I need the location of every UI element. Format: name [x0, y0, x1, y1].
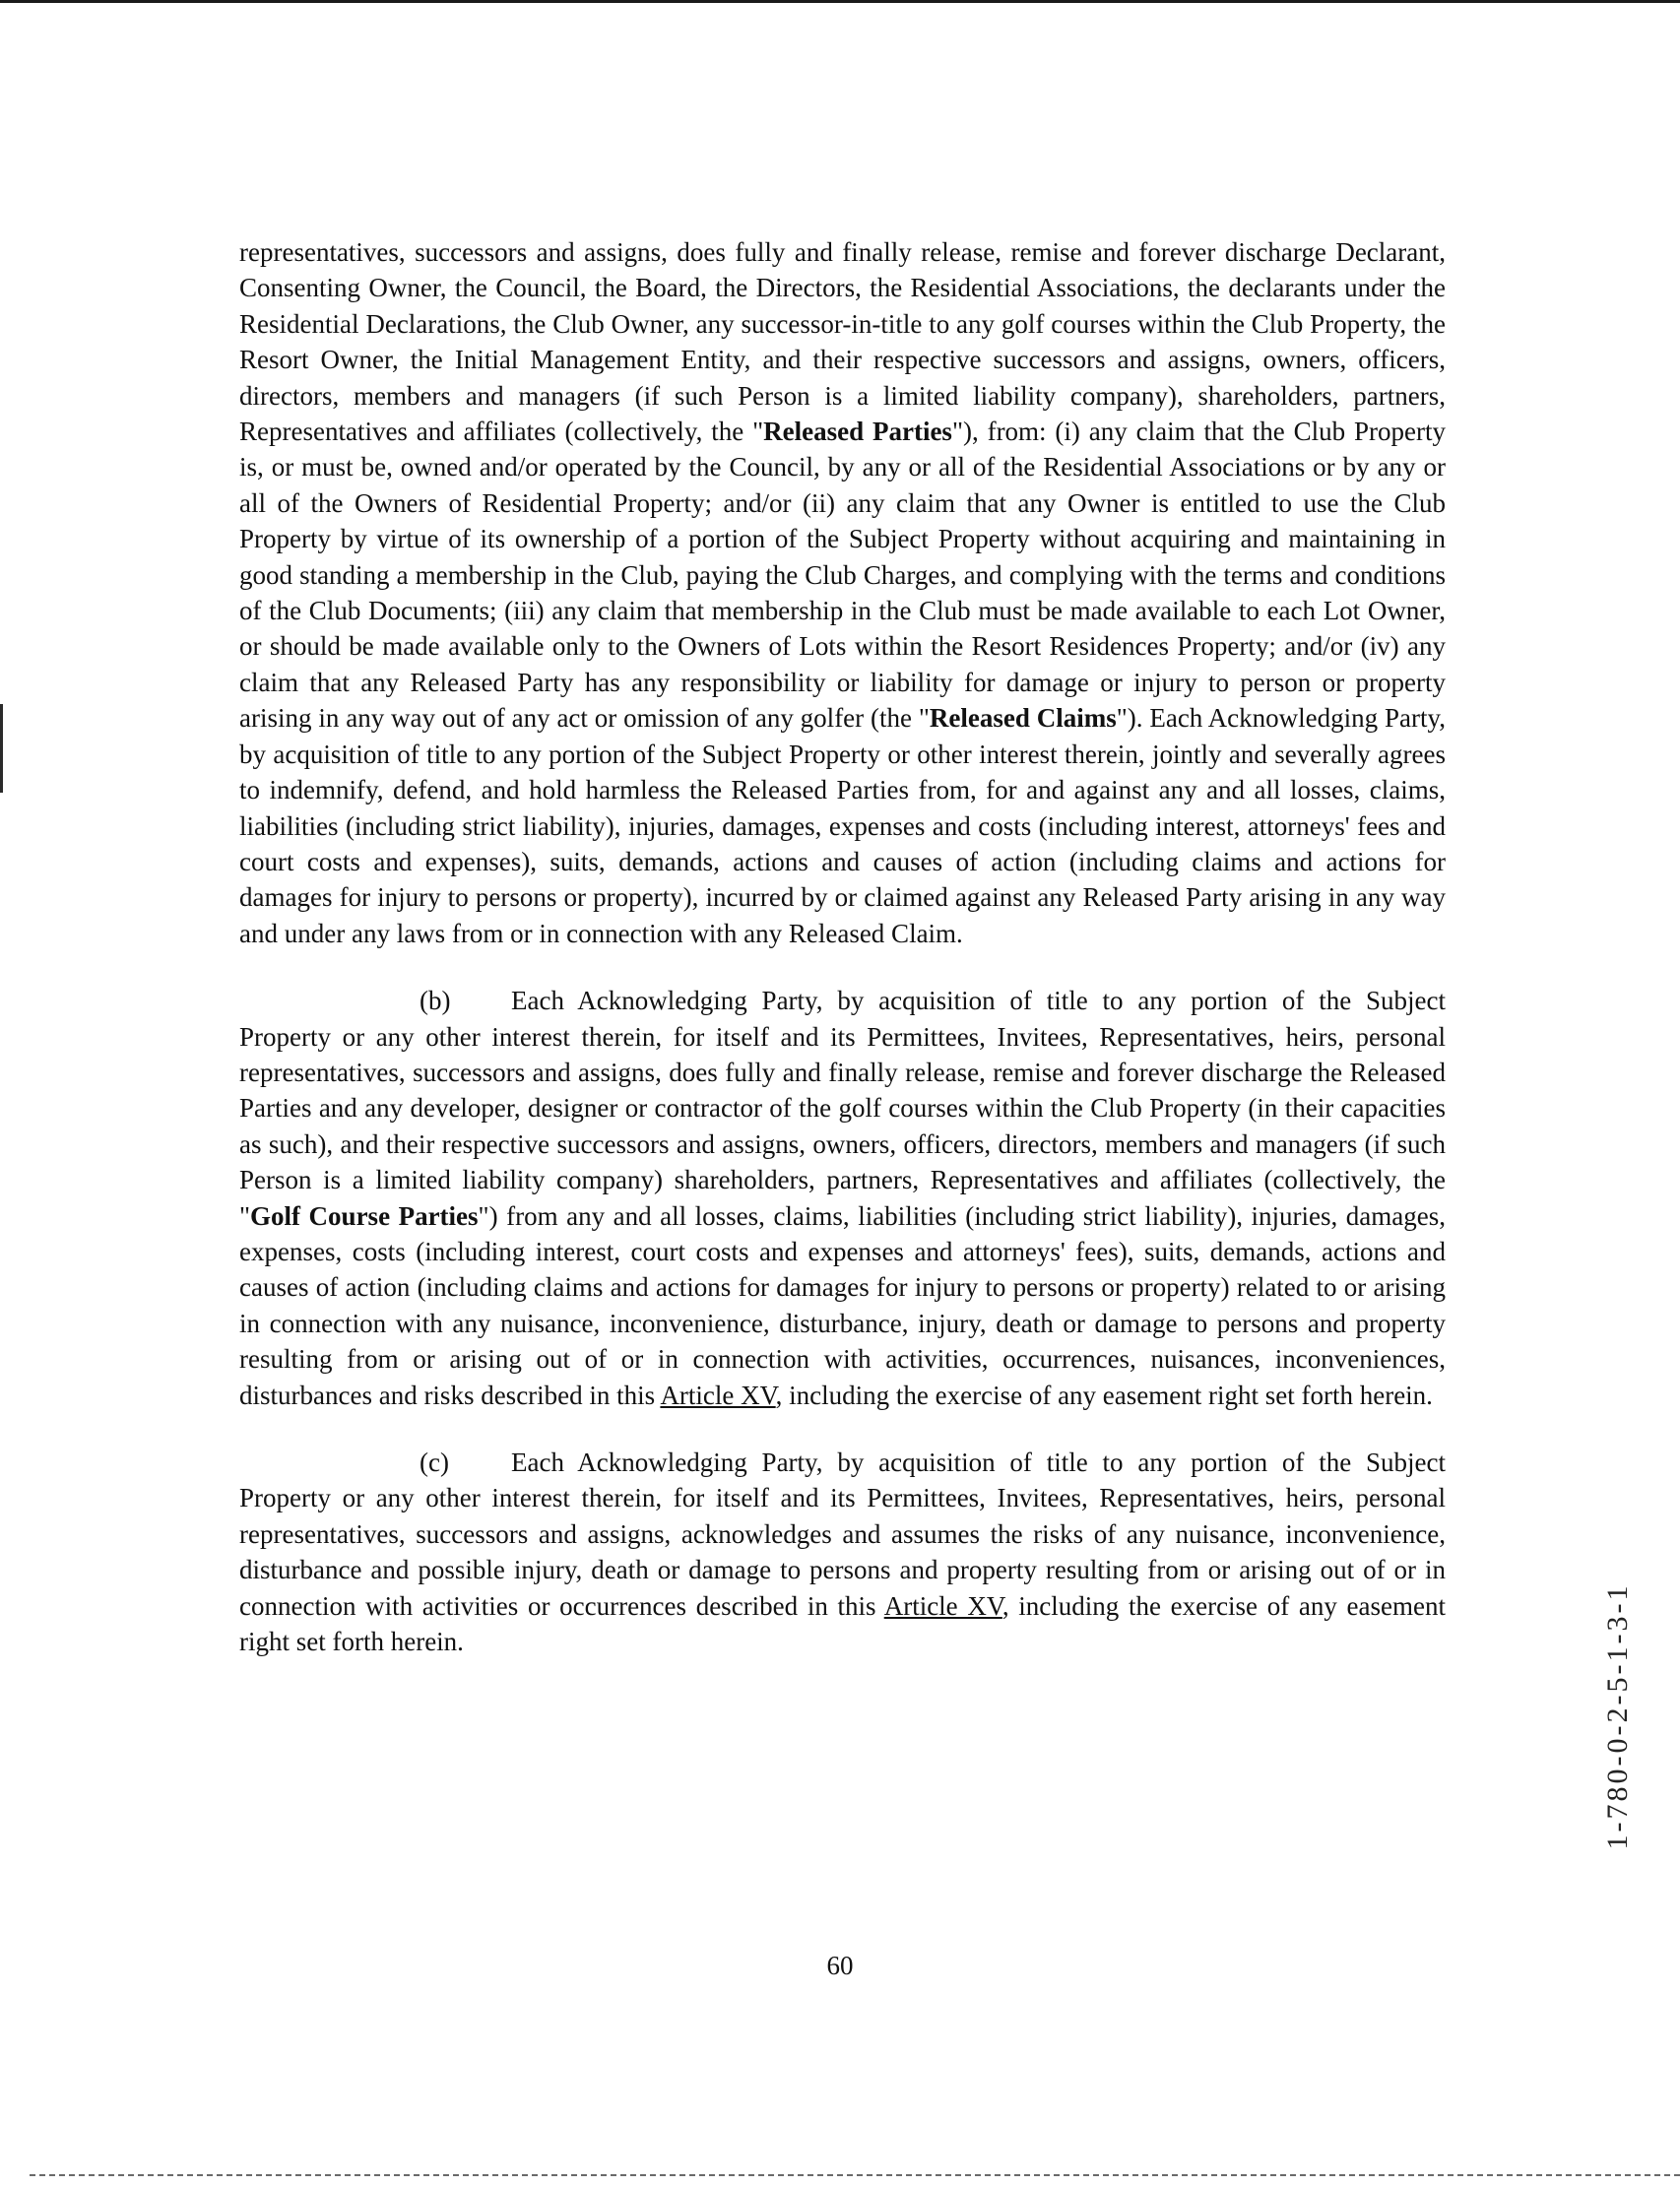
- scan-bottom-edge: [30, 2174, 1680, 2176]
- paragraph-c-text-2: , including the exercise of any easement right set forth herein.: [239, 1590, 1446, 1657]
- paragraph-c-text-1: Each Acknowledging Party, by acquisition of title to any portion of the Subject Property or any other interest therein, for itself and its Permittees, Invitees, Representatives, heirs, personal representatives, successors and assigns, acknowledges and assumes the risks of any nuisance, inconvenience, disturbance and possible injury, death or damage to persons and property resulting from or arising out of or in connection with activities or occurrences described in this: [239, 1447, 1446, 1621]
- paragraph-c: [239, 1445, 1446, 1659]
- paragraph-a-text-2: "), from: (i) any claim that the Club Property is, or must be, owned and/or operated by the Council, by any or all of the Residential Associations or by any or all of the Owners of Residential Property; and/or (ii) any claim that any Owner is entitled to use the Club Property by virtue of its ownership of a portion of the Subject Property without acquiring and maintaining in good standing a membership in the Club, paying the Club Charges, and complying with the terms and conditions of the Club Documents; (iii) any claim that membership in the Club must be made available to each Lot Owner, or should be made available only to the Owners of Lots within the Resort Residences Property; and/or (iv) any claim that any Released Party has any responsibility or liability for damage or injury to person or property arising in any way out of any act or omission of any golfer (the ": [239, 417, 1447, 734]
- defined-term-released-claims: Released Claims: [929, 703, 1117, 734]
- paragraph-b: [239, 983, 1446, 1413]
- paragraph-a-text-3: "). Each Acknowledging Party, by acquisition of title to any portion of the Subject Property or other interest therein, jointly and severally agrees to indemnify, defend, and hold harmless the Released Parties from, for and against any and all losses, claims, liabilities (including strict liability), injuries, damages, expenses and costs (including interest, attorneys' fees and court costs and expenses), suits, demands, actions and causes of action (including claims and actions for damages for injury to persons or property), incurred by or claimed against any Released Party arising in any way and under any laws from or in connection with any Released Claim.: [239, 703, 1446, 948]
- paragraph-b-text-1: Each Acknowledging Party, by acquisition of title to any portion of the Subject Property or any other interest therein, for itself and its Permittees, Invitees, Representatives, heirs, personal representatives, successors and assigns, does fully and finally release, remise and forever discharge the Released Parties and any developer, designer or contractor of the golf courses within the Club Property (in their capacities as such), and their respective successors and assigns, owners, officers, directors, members and managers (if such Person is a limited liability company) shareholders, partners, Representatives and affiliates (collectively, the ": [239, 986, 1446, 1231]
- scan-left-mark: [0, 704, 3, 793]
- paragraph-a-text-1: representatives, successors and assigns, does fully and finally release, remise and forever discharge Declarant, Consenting Owner, the Council, the Board, the Directors, the Residential Associations, the declarants under the Residential Declarations, the Club Owner, any successor-in-title to any golf courses within the Club Property, the Resort Owner, the Initial Management Entity, and their respective successors and assigns, owners, officers, directors, members and managers (if such Person is a limited liability company), shareholders, partners, Representatives and affiliates (collectively, the ": [239, 237, 1446, 447]
- paragraph-b-text-3: , including the exercise of any easement right set forth herein.: [775, 1380, 1433, 1410]
- side-stamp-text: 1-780-0-2-5-1-3-1: [1601, 1582, 1634, 1850]
- paragraph-a-continued: [239, 234, 1446, 951]
- paragraph-c-label: (c): [420, 1447, 449, 1477]
- defined-term-golf-course-parties: Golf Course Parties: [250, 1200, 479, 1231]
- scan-top-edge: [0, 0, 1680, 3]
- defined-term-released-parties: Released Parties: [763, 417, 952, 447]
- paragraph-b-text-2: ") from any and all losses, claims, liabilities (including strict liability), injuries, damages, expenses, costs (including interest, court costs and expenses and attorneys' fees), suits, demands, actions and causes of action (including claims and actions for damages for injury to persons or property) related to or arising in connection with any nuisance, inconvenience, disturbance, injury, death or damage to persons and property resulting from or arising out of or in connection with activities, occurrences, nuisances, inconveniences, disturbances and risks described in this: [239, 1200, 1446, 1410]
- side-stamp: [1598, 1583, 1638, 1849]
- paragraph-b-label: (b): [420, 986, 451, 1016]
- article-reference: Article XV: [660, 1380, 776, 1410]
- article-reference: Article XV: [883, 1590, 1002, 1621]
- document-body: [239, 234, 1446, 1691]
- page-number: 60: [826, 1951, 854, 1980]
